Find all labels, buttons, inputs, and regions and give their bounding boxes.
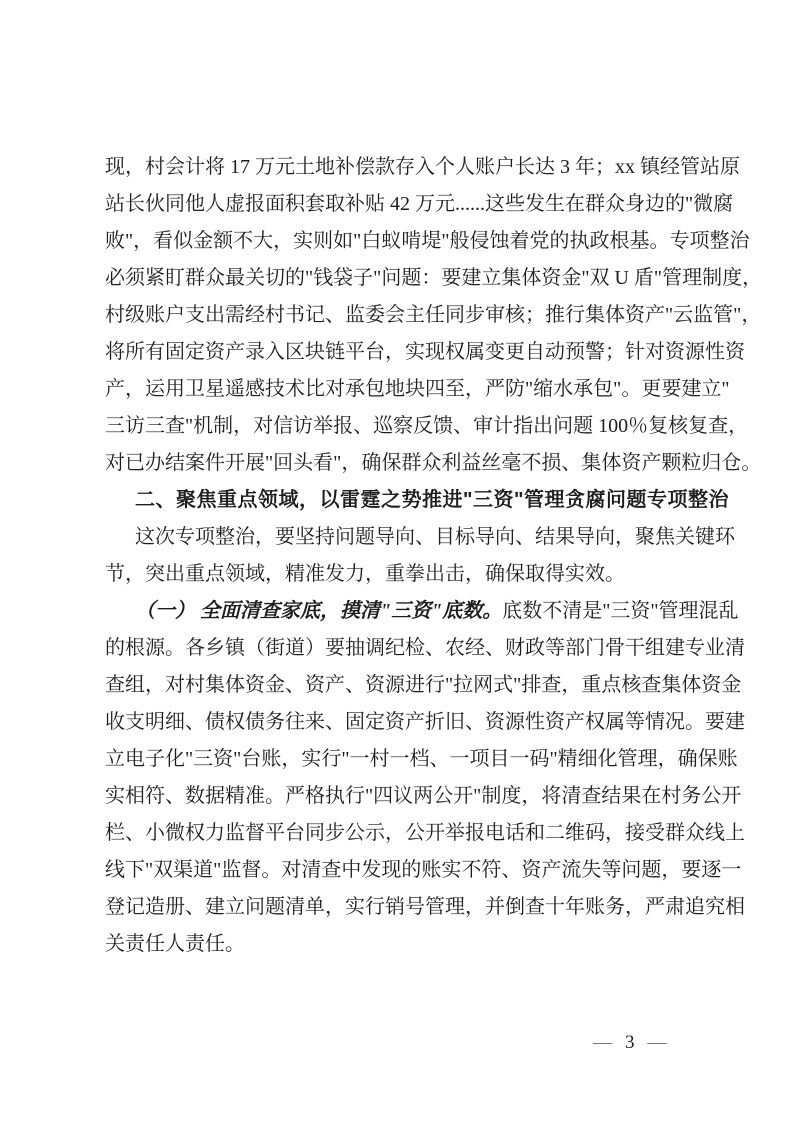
- text-line: [105, 704, 745, 741]
- body-text: 关责任人责任。: [105, 933, 245, 955]
- text-line: [105, 371, 730, 408]
- text-line: [105, 852, 742, 889]
- body-text: 实相符、数据精准。严格执行"四议两公开"制度，将清查结果在村务公开: [105, 785, 742, 807]
- body-text: 村级账户支出需经村书记、监委会主任同步审核；推行集体资产"云监管"，: [105, 304, 762, 326]
- text-line: [105, 445, 762, 482]
- page-number-right-dash: —: [647, 1032, 667, 1053]
- body-text: 的根源。各乡镇（街道）要抽调纪检、农经、财政等部门骨干组建专业清: [105, 637, 745, 659]
- section-heading: [105, 482, 729, 519]
- text-line: [105, 889, 745, 926]
- body-text: 立电子化"三资"台账，实行"一村一档、一项目一码"精细化管理，确保账: [105, 748, 738, 770]
- text-line: [105, 741, 738, 778]
- body-text: 将所有固定资产录入区块链平台，实现权属变更自动预警；针对资源性资: [105, 341, 745, 363]
- page-number: [593, 1030, 667, 1056]
- body-text: 败"，看似金额不大，实则如"白蚁啃堤"般侵蚀着党的执政根基。专项整治: [105, 230, 750, 252]
- text-line: [105, 297, 762, 334]
- text-line: [105, 519, 735, 556]
- text-line: [105, 926, 712, 963]
- heading-text: 二、聚焦重点领域，以雷霆之势推进"三资"管理贪腐问题专项整治: [135, 489, 729, 511]
- body-text: 线下"双渠道"监督。对清查中发现的账实不符、资产流失等问题，要逐一: [105, 859, 742, 881]
- content-area: [105, 149, 763, 963]
- subsection-title: （一） 全面清查家底，摸清"三资"底数。: [135, 600, 503, 622]
- text-line: [105, 408, 749, 445]
- body-text: 节，突出重点领域，精准发力，重拳出击，确保取得实效。: [105, 563, 625, 585]
- body-text: 栏、小微权力监督平台同步公示，公开举报电话和二维码，接受群众线上: [105, 822, 745, 844]
- body-text: 这次专项整治，要坚持问题导向、目标导向、结果导向，聚焦关键环: [135, 526, 735, 548]
- body-text: 查组，对村集体资金、资产、资源进行"拉网式"排查，重点核查集体资金: [105, 674, 742, 696]
- text-line: [105, 556, 712, 593]
- body-text: 站长伙同他人虚报面积套取补贴 42 万元......这些发生在群众身边的"微腐: [105, 193, 734, 215]
- text-line: [105, 778, 742, 815]
- text-line: [105, 223, 750, 260]
- body-text: 底数不清是"三资"管理混乱: [502, 600, 739, 622]
- text-line: [105, 260, 763, 297]
- subsection-opening-line: [105, 593, 739, 630]
- body-text: 三访三查"机制，对信访举报、巡察反馈、审计指出问题 100％复核复查，: [105, 415, 749, 437]
- text-line: [105, 186, 734, 223]
- text-line: [105, 334, 745, 371]
- text-line: [105, 630, 745, 667]
- body-text: 产，运用卫星遥感技术比对承包地块四至，严防"缩水承包"。更要建立": [105, 378, 730, 400]
- body-text: 现，村会计将 17 万元土地补偿款存入个人账户长达 3 年；xx 镇经管站原: [105, 156, 740, 178]
- body-text: 登记造册、建立问题清单，实行销号管理，并倒查十年账务，严肃追究相: [105, 896, 745, 918]
- body-text: 收支明细、债权债务往来、固定资产折旧、资源性资产权属等情况。要建: [105, 711, 745, 733]
- text-line: [105, 667, 742, 704]
- body-text: 对已办结案件开展"回头看"，确保群众利益丝毫不损、集体资产颗粒归仓。: [105, 452, 762, 474]
- text-line: [105, 815, 745, 852]
- page-number-left-dash: —: [593, 1032, 612, 1053]
- text-line: [105, 149, 740, 186]
- page-number-value: 3: [625, 1032, 635, 1053]
- body-text: 必须紧盯群众最关切的"钱袋子"问题：要建立集体资金"双 U 盾"管理制度，: [105, 267, 763, 289]
